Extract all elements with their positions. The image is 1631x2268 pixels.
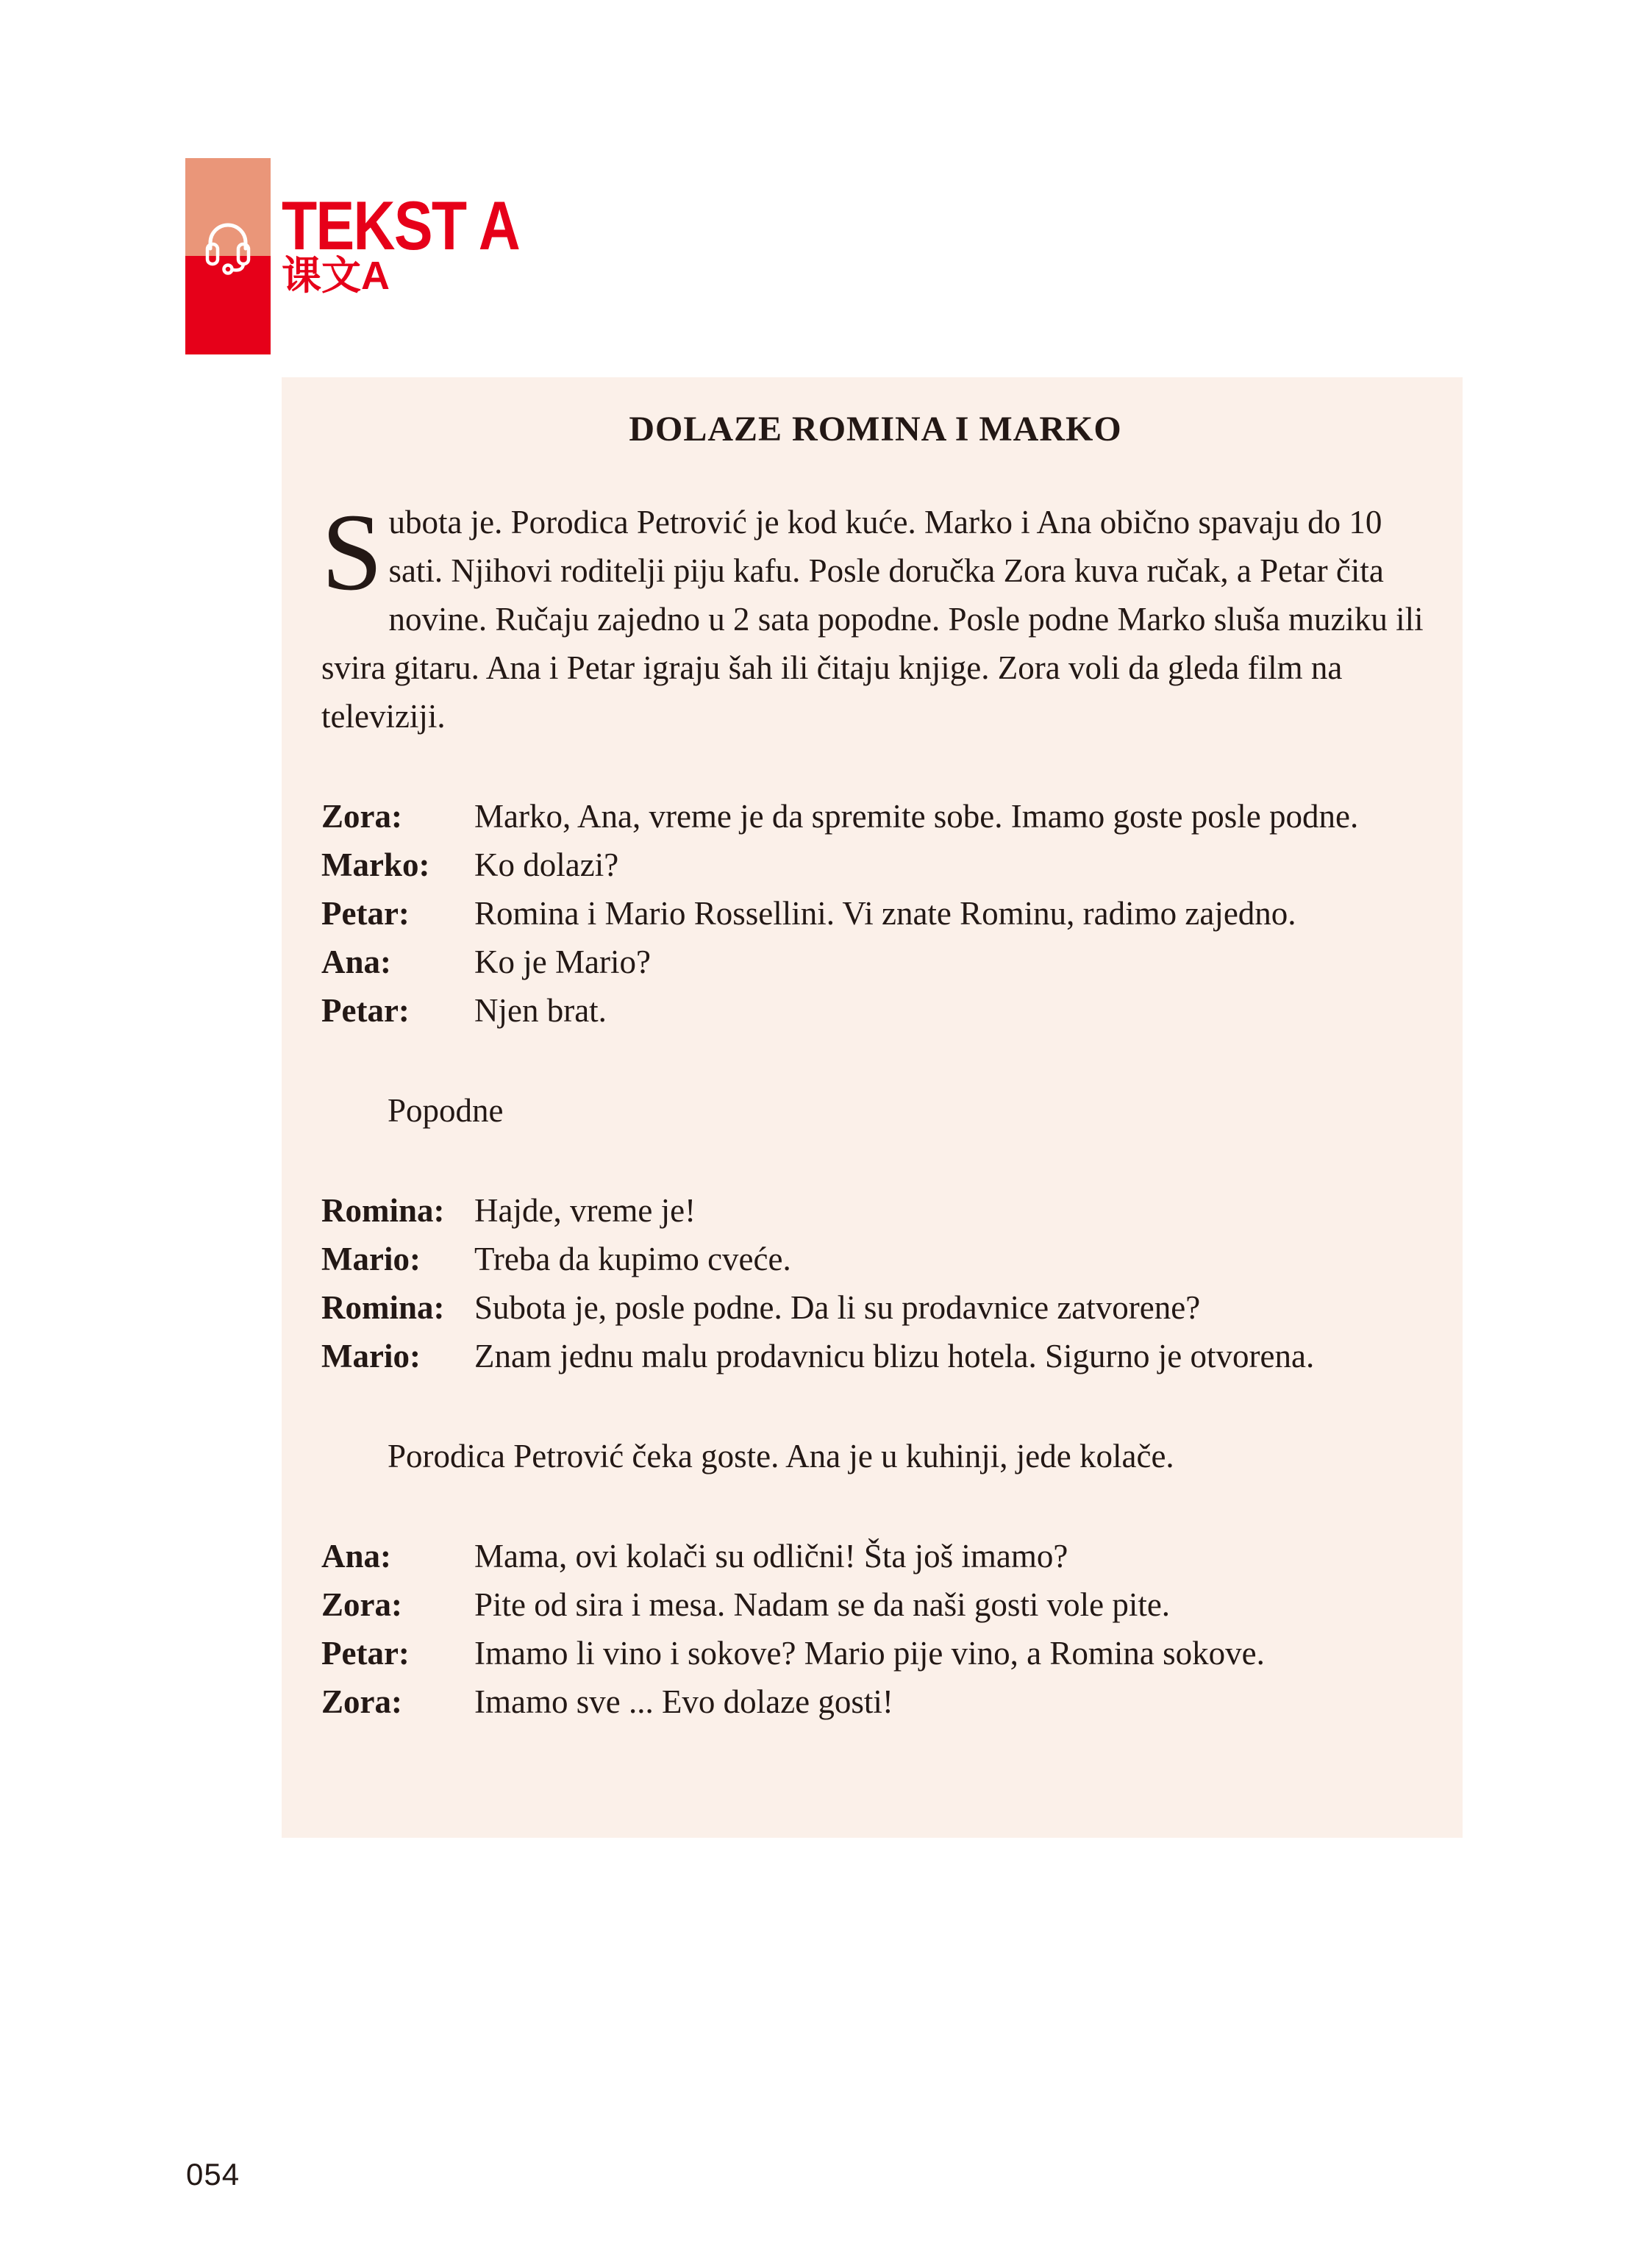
- dialog-line: Znam jednu malu prodavnicu blizu hotela. Sigurno je otvorena.: [474, 1338, 1315, 1374]
- speaker-name: Mario:: [321, 1338, 421, 1374]
- speaker-name: Zora:: [321, 798, 402, 835]
- dialog-line: Imamo sve ... Evo dolaze gosti!: [474, 1683, 893, 1720]
- page-number: 054: [186, 2157, 240, 2192]
- speaker-name: Romina:: [321, 1192, 445, 1229]
- reading-text-panel: [282, 377, 1463, 1838]
- dialog-line: Njen brat.: [474, 992, 607, 1029]
- text-title: DOLAZE ROMINA I MARKO: [629, 410, 1122, 449]
- speaker-name: Petar:: [321, 992, 410, 1029]
- lesson-section-subtitle-chinese: 课文A: [282, 254, 390, 298]
- lesson-header-block: [185, 158, 271, 354]
- headset-icon: [204, 215, 252, 256]
- dialog-line: Ko dolazi?: [474, 846, 619, 883]
- dialog-line: Hajde, vreme je!: [474, 1192, 696, 1229]
- speaker-name: Mario:: [321, 1241, 421, 1277]
- speaker-name: Ana:: [321, 944, 392, 980]
- dialog-block-1: [321, 792, 1430, 1035]
- dialog-line: Treba da kupimo cveće.: [474, 1241, 791, 1277]
- dialog-line: Imamo li vino i sokove? Mario pije vino, a Romina sokove.: [474, 1635, 1265, 1672]
- header-block-salmon-half: [185, 158, 271, 256]
- narration-line: Porodica Petrović čeka goste. Ana je u kuhinji, jede kolače.: [388, 1438, 1174, 1474]
- intro-paragraph: [321, 491, 1430, 741]
- scene-subheading: Popodne: [388, 1092, 504, 1129]
- dialog-line: Pite od sira i mesa. Nadam se da naši gosti vole pite.: [474, 1586, 1171, 1623]
- lesson-section-title: TEKST A: [282, 187, 520, 264]
- speaker-name: Zora:: [321, 1586, 402, 1623]
- dialog-block-2: [321, 1186, 1430, 1380]
- speaker-name: Petar:: [321, 1635, 410, 1672]
- speaker-name: Romina:: [321, 1289, 445, 1326]
- dialog-line: Subota je, posle podne. Da li su prodavnice zatvorene?: [474, 1289, 1201, 1326]
- speaker-name: Ana:: [321, 1538, 392, 1575]
- dialog-line: Romina i Mario Rossellini. Vi znate Rominu, radimo zajedno.: [474, 895, 1296, 932]
- intro-paragraph-text: ubota je. Porodica Petrović je kod kuće. Marko i Ana obično spavaju do 10 sati. Njihovi roditelji piju kafu. Posle doručka Zora kuva ručak, a Petar čita novine. Ručaju zajedno u 2 sata popodne. Posle podne Marko sluša muziku ili svira gitaru. Ana i Petar igraju šah ili čitaju knjige. Zora voli da gleda film na televiziji.: [321, 504, 1424, 735]
- dialog-line: Ko je Mario?: [474, 944, 651, 980]
- dialog-line: Mama, ovi kolači su odlični! Šta još imamo?: [474, 1538, 1068, 1575]
- speaker-name: Petar:: [321, 895, 410, 932]
- drop-cap: S: [321, 491, 383, 613]
- dialog-line: Marko, Ana, vreme je da spremite sobe. Imamo goste posle podne.: [474, 798, 1359, 835]
- speaker-name: Marko:: [321, 846, 430, 883]
- speaker-name: Zora:: [321, 1683, 402, 1720]
- dialog-block-3: [321, 1532, 1430, 1726]
